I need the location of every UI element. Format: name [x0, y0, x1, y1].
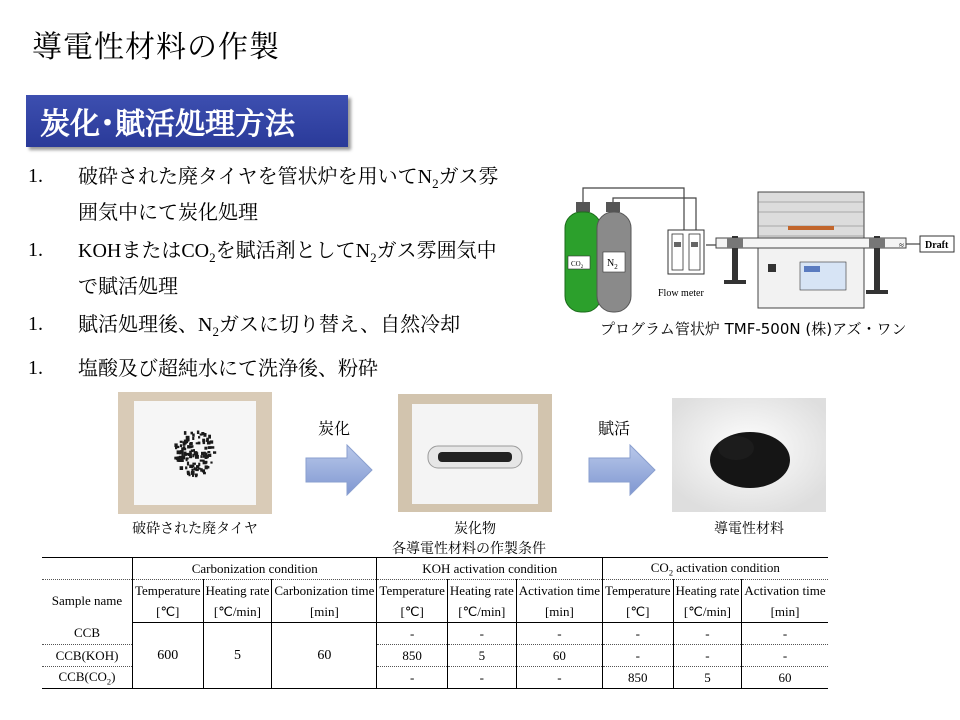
co2-value-cell: - [742, 623, 828, 645]
tire-piece [189, 443, 192, 445]
tube-flange [727, 238, 743, 248]
unit-header: [min] [272, 601, 377, 623]
tire-piece [187, 445, 190, 448]
tire-piece [203, 455, 206, 458]
carbonization-temperature-cell: 600 [133, 623, 204, 689]
column-header: Heating rate [203, 580, 272, 602]
step-text-part: 賦活処理後、 [78, 312, 198, 336]
table-column-header-row [42, 580, 828, 602]
tire-piece [198, 436, 200, 438]
tire-piece [206, 438, 209, 442]
step-text-part: ガス雰囲気中 [376, 238, 497, 262]
unit-header: [min] [516, 601, 602, 623]
line-break-symbol: ≈ [899, 240, 904, 250]
tire-piece [198, 442, 201, 445]
tire-piece [205, 465, 208, 469]
tire-piece [175, 447, 177, 450]
column-header: Activation time [744, 582, 826, 598]
flow-meter-tube [689, 234, 700, 270]
tire-piece [202, 439, 205, 443]
column-header: Heating rate [447, 580, 516, 602]
tire-piece [180, 444, 182, 447]
koh-value-cell: - [516, 667, 602, 689]
table-group-header-row [42, 558, 828, 580]
photo-caption-conductive-material: 導電性材料 [714, 521, 784, 537]
chem-subscript: 2 [432, 176, 439, 191]
chem-subscript: 2 [212, 324, 219, 339]
section-heading [26, 95, 348, 147]
co2-label: $CO_2$ [571, 260, 584, 270]
co2-value-cell: 5 [673, 667, 742, 689]
group-header-co2: $CO_2$ activation condition [603, 558, 828, 580]
group-header-koh: KOH activation condition [377, 558, 603, 580]
tire-piece [192, 474, 194, 477]
koh-value-cell: 5 [447, 645, 516, 667]
tire-piece [202, 469, 205, 472]
co2-value-cell: 850 [603, 667, 674, 689]
flow-meter-label: Flow meter [658, 288, 704, 299]
flow-meter-float [674, 242, 681, 247]
unit-header: [℃/min] [203, 601, 272, 623]
koh-value-cell: 850 [377, 645, 448, 667]
preparation-conditions-table [42, 557, 828, 689]
cylinder-valve [606, 202, 620, 212]
tire-piece [195, 474, 198, 477]
chem-subscript: 2 [209, 250, 216, 265]
sample-name-cell: $CCB(CO_2)$ [42, 667, 133, 689]
support-foot [866, 290, 888, 294]
column-header: Activation time [516, 580, 602, 602]
column-header: Temperature [603, 580, 674, 602]
arrow-activation [588, 444, 656, 496]
chem-formula: N [355, 240, 371, 262]
sample-name-cell: CCB [42, 623, 133, 645]
tire-piece [207, 441, 211, 444]
co2-value-cell: - [742, 645, 828, 667]
tube-flange [869, 238, 885, 248]
tire-piece [197, 431, 199, 435]
tire-piece [204, 452, 206, 455]
step-text-part: ガス雰 [438, 164, 499, 188]
tire-piece [178, 460, 182, 462]
photo-char [398, 394, 552, 512]
cylinder-valve [576, 202, 590, 212]
tire-piece [204, 447, 207, 450]
unit-header: [℃/min] [447, 601, 516, 623]
carbon-powder [710, 432, 790, 488]
tire-piece [192, 437, 194, 440]
tire-piece [192, 434, 195, 437]
unit-header: [℃] [377, 601, 448, 623]
co2-value-cell: - [673, 645, 742, 667]
column-header: Temperature [133, 580, 204, 602]
apparatus-caption: プログラム管状炉 TMF-500N (株)アズ・ワン [600, 320, 907, 338]
unit-header: [℃/min] [673, 601, 742, 623]
group-header-carbonization: Carbonization condition [133, 558, 377, 580]
furnace-display [804, 266, 820, 272]
table-cell [42, 558, 133, 580]
co2-value-cell: - [673, 623, 742, 645]
tire-piece [200, 434, 203, 436]
photo-caption-char: 炭化物 [454, 521, 496, 537]
draft-label: Draft [925, 240, 949, 251]
tube-furnace-apparatus-diagram [556, 172, 956, 314]
co2-value-cell: - [603, 645, 674, 667]
step-number: 1. [28, 357, 43, 379]
tire-piece [207, 451, 210, 453]
photo-caption-crushed-tire: 破砕された廃タイヤ [132, 521, 258, 537]
step-text-part: 破砕された廃タイヤを管状炉を用いて [78, 164, 418, 188]
tire-piece [184, 448, 187, 451]
tire-piece [191, 469, 193, 472]
column-header: Temperature [377, 580, 448, 602]
tire-piece [210, 446, 214, 449]
co2-value-cell: 60 [742, 667, 828, 689]
flow-meter-tube [672, 234, 683, 270]
photo-crushed-tire [118, 392, 272, 514]
tire-piece [180, 457, 182, 461]
tire-piece [203, 433, 206, 437]
tire-piece [196, 469, 199, 471]
chem-formula: N [417, 166, 433, 188]
tire-piece [180, 466, 184, 470]
column-header: Carbonization time [272, 580, 377, 602]
tube-furnace [758, 192, 864, 308]
chem-formula: N [198, 314, 213, 336]
arrow-label-activation: 賦活 [598, 419, 631, 438]
tire-piece [193, 449, 195, 451]
flow-meters [658, 230, 704, 299]
tire-piece [198, 463, 200, 466]
tire-piece [210, 462, 212, 464]
chem-subscript: 2 [370, 250, 377, 265]
koh-value-cell: - [447, 623, 516, 645]
table-title: 各導電性材料の作製条件 [392, 541, 546, 557]
koh-value-cell: 60 [516, 645, 602, 667]
right-arrow-icon [306, 445, 372, 495]
tire-piece [196, 442, 198, 444]
column-header: Heating rate [673, 580, 742, 602]
co2-cylinder [565, 202, 601, 312]
tire-piece [189, 456, 192, 459]
step-text-part: 囲気中にて炭化処理 [78, 200, 258, 224]
tire-piece [186, 458, 188, 461]
koh-value-cell: - [447, 667, 516, 689]
step-text: 塩酸及び超純水にて洗浄後、粉砕 [78, 356, 378, 380]
section-heading-text: 炭化･賦活処理方法 [40, 107, 295, 142]
photo-conductive-material [672, 398, 826, 512]
tire-piece [213, 451, 216, 454]
step-text [78, 310, 568, 346]
tire-piece [187, 462, 189, 466]
step-text-part: または [121, 238, 182, 262]
furnace-heater [788, 226, 834, 230]
unit-header: [℃] [133, 601, 204, 623]
support-foot [724, 280, 746, 284]
carbonization-heating-rate-cell: 5 [203, 623, 272, 689]
table-row [42, 623, 828, 645]
tire-piece [184, 453, 188, 456]
sample-name-cell: CCB(KOH) [42, 645, 133, 667]
co2-value-cell: - [603, 623, 674, 645]
header-sample-name: Sample name [42, 580, 133, 623]
step-text-part: で賦活処理 [78, 274, 178, 298]
tire-piece [180, 450, 184, 453]
step-text [78, 162, 568, 226]
tire-piece [194, 467, 196, 470]
tire-piece [177, 450, 181, 454]
tire-piece [189, 474, 191, 476]
tire-piece [200, 455, 202, 458]
tire-piece [192, 463, 196, 465]
step-number: 1. [28, 239, 43, 261]
unit-header: [℃] [603, 601, 674, 623]
arrow-carbonization [305, 444, 373, 496]
tire-piece [185, 466, 187, 469]
koh-value-cell: - [377, 667, 448, 689]
koh-value-cell: - [377, 623, 448, 645]
step-text [78, 236, 568, 300]
chem-formula: CO [181, 240, 210, 262]
tire-piece [204, 461, 208, 463]
tire-piece [195, 452, 199, 456]
tire-piece [185, 440, 189, 442]
carbonization-time-cell: 60 [272, 623, 377, 689]
tire-piece [187, 471, 190, 474]
char-material [438, 452, 512, 462]
n2-label: $N_2$ [607, 258, 618, 271]
table-units-row [42, 601, 828, 623]
step-text-part: ガスに切り替え、自然冷却 [218, 312, 461, 336]
tire-piece [208, 454, 211, 457]
tire-piece [189, 465, 193, 468]
unit-header: [min] [742, 601, 828, 623]
n2-cylinder [597, 202, 631, 312]
tire-piece [184, 431, 187, 435]
page-title: 導電性材料の作製 [32, 30, 280, 65]
tire-piece [180, 441, 183, 443]
right-arrow-icon [589, 445, 655, 495]
step-text-part: を賦活剤として [215, 238, 356, 262]
tire-piece [200, 460, 203, 462]
furnace-switch [768, 264, 776, 272]
step-number: 1. [28, 313, 43, 335]
flow-meter-float [691, 242, 698, 247]
chem-formula: KOH [78, 240, 122, 262]
arrow-label-carbonization: 炭化 [318, 419, 351, 438]
step-number: 1. [28, 165, 43, 187]
carbon-powder [718, 436, 754, 460]
koh-value-cell: - [516, 623, 602, 645]
